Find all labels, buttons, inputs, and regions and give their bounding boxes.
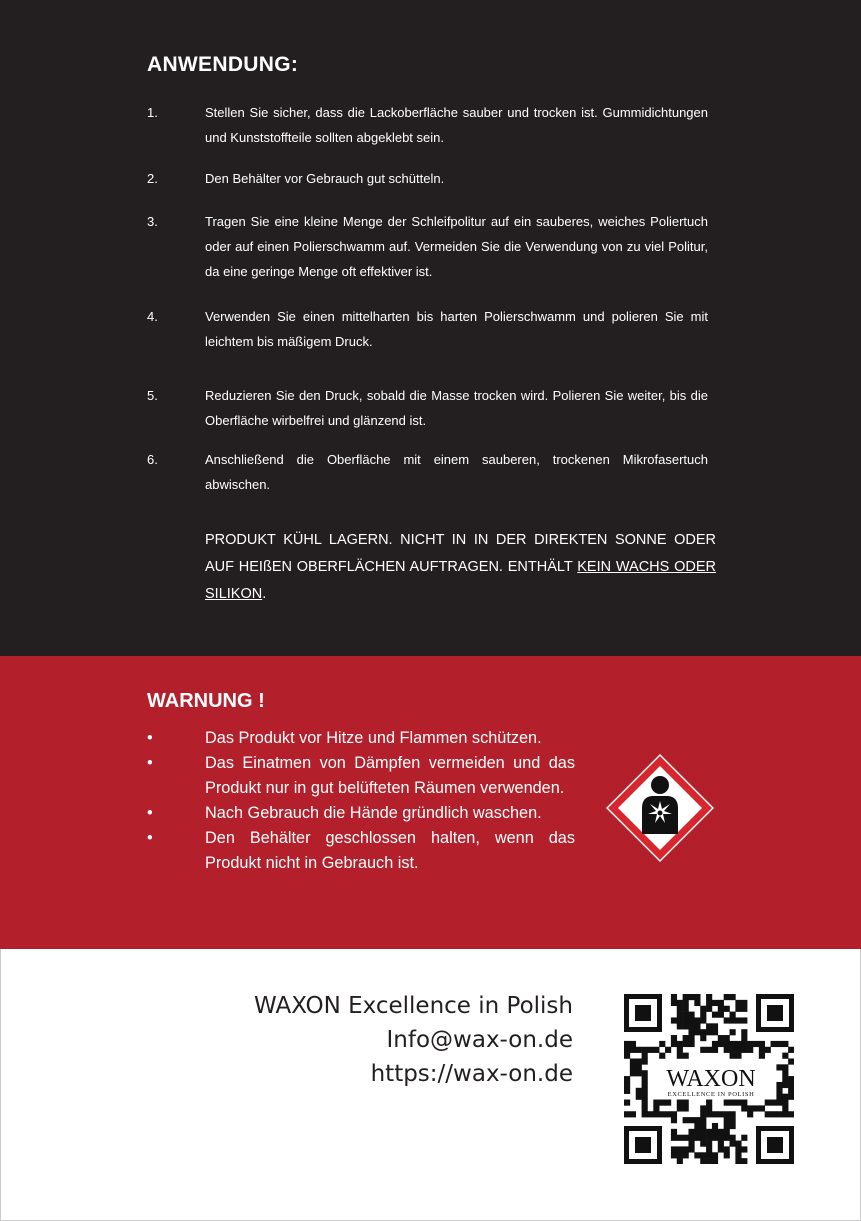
qr-module bbox=[642, 1111, 648, 1117]
qr-module bbox=[624, 1088, 630, 1094]
qr-module bbox=[677, 1158, 683, 1164]
qr-module bbox=[700, 1047, 706, 1053]
qr-module bbox=[677, 1146, 683, 1152]
qr-module bbox=[788, 1082, 794, 1088]
qr-module bbox=[624, 1076, 630, 1082]
qr-module bbox=[735, 1053, 741, 1059]
qr-module bbox=[700, 1117, 706, 1123]
qr-module bbox=[718, 1012, 724, 1018]
qr-module bbox=[683, 1135, 689, 1141]
qr-module bbox=[712, 1029, 718, 1035]
qr-module bbox=[712, 1129, 718, 1135]
qr-module bbox=[642, 1047, 648, 1053]
qr-module bbox=[683, 1053, 689, 1059]
warning-item bbox=[147, 801, 575, 826]
qr-module bbox=[677, 1006, 683, 1012]
qr-module bbox=[735, 1100, 741, 1106]
qr-module bbox=[776, 1088, 782, 1094]
qr-module bbox=[759, 1053, 765, 1059]
qr-module bbox=[759, 1041, 765, 1047]
qr-module bbox=[688, 1023, 694, 1029]
qr-module bbox=[677, 1017, 683, 1023]
step-text: Verwenden Sie einen mittelharten bis harten Polierschwamm und polieren Sie mit leichtem bis mäßigem Druck. bbox=[205, 309, 708, 349]
qr-module bbox=[724, 1035, 730, 1041]
qr-module bbox=[718, 1035, 724, 1041]
qr-module bbox=[683, 1117, 689, 1123]
qr-module bbox=[735, 1017, 741, 1023]
qr-module bbox=[718, 1000, 724, 1006]
qr-module bbox=[688, 1135, 694, 1141]
qr-module bbox=[741, 1041, 747, 1047]
warning-item bbox=[147, 751, 575, 801]
qr-module bbox=[624, 1047, 630, 1053]
qr-module bbox=[718, 1135, 724, 1141]
step-number: 5. bbox=[147, 388, 158, 403]
qr-module bbox=[636, 1094, 642, 1100]
qr-module bbox=[735, 1047, 741, 1053]
qr-module bbox=[671, 1117, 677, 1123]
qr-module bbox=[700, 1111, 706, 1117]
qr-module bbox=[776, 1111, 782, 1117]
qr-module bbox=[642, 1058, 648, 1064]
qr-module bbox=[788, 1076, 794, 1082]
qr-module bbox=[700, 1017, 706, 1023]
qr-module bbox=[671, 1000, 677, 1006]
qr-code[interactable] bbox=[624, 994, 794, 1164]
usage-step bbox=[147, 447, 708, 497]
qr-module bbox=[677, 1105, 683, 1111]
qr-module bbox=[642, 1094, 648, 1100]
qr-module bbox=[712, 1123, 718, 1129]
warning-list bbox=[147, 726, 575, 876]
company-name: WAXON Excellence in Polish bbox=[253, 993, 573, 1019]
qr-module bbox=[624, 1082, 630, 1088]
qr-module bbox=[765, 1047, 771, 1053]
qr-module bbox=[782, 1111, 788, 1117]
qr-module bbox=[671, 1146, 677, 1152]
qr-module bbox=[700, 1123, 706, 1129]
qr-module bbox=[712, 1041, 718, 1047]
qr-module bbox=[700, 1158, 706, 1164]
warning-item bbox=[147, 726, 575, 751]
qr-module bbox=[677, 1152, 683, 1158]
qr-module bbox=[712, 1047, 718, 1053]
qr-logo-subtitle: EXCELLENCE IN POLISH bbox=[667, 1091, 755, 1098]
qr-module bbox=[741, 1047, 747, 1053]
qr-module bbox=[782, 1041, 788, 1047]
qr-module bbox=[636, 1088, 642, 1094]
usage-step bbox=[147, 166, 708, 191]
step-number: 2. bbox=[147, 171, 158, 186]
qr-module bbox=[730, 994, 736, 1000]
qr-module bbox=[694, 1000, 700, 1006]
qr-module bbox=[677, 1041, 683, 1047]
qr-module bbox=[624, 1041, 630, 1047]
qr-module bbox=[642, 1100, 648, 1106]
qr-module bbox=[782, 1070, 788, 1076]
qr-module bbox=[642, 1070, 648, 1076]
qr-module bbox=[741, 1158, 747, 1164]
contact-block bbox=[254, 989, 573, 1091]
qr-module bbox=[665, 1100, 671, 1106]
warning-item bbox=[147, 826, 575, 876]
qr-module bbox=[724, 1111, 730, 1117]
qr-module bbox=[700, 1035, 706, 1041]
qr-module bbox=[694, 1029, 700, 1035]
qr-module bbox=[735, 1158, 741, 1164]
storage-notice bbox=[205, 527, 716, 608]
qr-module bbox=[630, 1070, 636, 1076]
qr-module bbox=[706, 1000, 712, 1006]
qr-module bbox=[706, 1146, 712, 1152]
qr-module bbox=[724, 1123, 730, 1129]
qr-module bbox=[624, 1111, 630, 1117]
qr-module bbox=[741, 1035, 747, 1041]
qr-module bbox=[688, 1041, 694, 1047]
qr-module bbox=[694, 1135, 700, 1141]
qr-module bbox=[636, 1070, 642, 1076]
qr-module bbox=[671, 1041, 677, 1047]
qr-module bbox=[747, 1041, 753, 1047]
qr-module bbox=[671, 994, 677, 1000]
qr-module bbox=[677, 1000, 683, 1006]
qr-module bbox=[694, 1023, 700, 1029]
bullet-icon: • bbox=[147, 754, 153, 772]
warning-section bbox=[0, 656, 861, 949]
step-text: Den Behälter vor Gebrauch gut schütteln. bbox=[205, 171, 445, 186]
warning-item-text: Den Behälter geschlossen halten, wenn das Produkt nicht in Gebrauch ist. bbox=[205, 829, 575, 872]
qr-module bbox=[718, 1111, 724, 1117]
qr-module bbox=[630, 1041, 636, 1047]
qr-module bbox=[735, 1006, 741, 1012]
qr-module bbox=[624, 1100, 630, 1106]
qr-module bbox=[753, 1105, 759, 1111]
qr-module bbox=[642, 1076, 648, 1082]
qr-module bbox=[706, 1141, 712, 1147]
qr-module bbox=[706, 1029, 712, 1035]
qr-module bbox=[688, 1117, 694, 1123]
bullet-icon: • bbox=[147, 829, 153, 847]
qr-module bbox=[724, 1152, 730, 1158]
qr-module bbox=[788, 1047, 794, 1053]
qr-module bbox=[782, 1064, 788, 1070]
qr-module bbox=[677, 1100, 683, 1106]
qr-module bbox=[771, 1100, 777, 1106]
website-link[interactable]: https://wax-on.de bbox=[370, 1061, 573, 1087]
qr-module bbox=[630, 1111, 636, 1117]
qr-module bbox=[741, 1029, 747, 1035]
qr-module bbox=[759, 1047, 765, 1053]
qr-module bbox=[630, 1058, 636, 1064]
qr-module bbox=[776, 1082, 782, 1088]
step-number: 3. bbox=[147, 214, 158, 229]
qr-module bbox=[718, 1146, 724, 1152]
qr-module bbox=[706, 1129, 712, 1135]
qr-module bbox=[683, 1006, 689, 1012]
qr-module bbox=[671, 1152, 677, 1158]
qr-module bbox=[730, 1047, 736, 1053]
email-link[interactable]: Info@wax-on.de bbox=[386, 1027, 573, 1053]
storage-notice-end: . bbox=[262, 586, 267, 602]
qr-module bbox=[694, 1017, 700, 1023]
step-number: 1. bbox=[147, 105, 158, 120]
health-hazard-icon bbox=[604, 752, 716, 864]
qr-module bbox=[677, 1023, 683, 1029]
qr-module bbox=[730, 1012, 736, 1018]
qr-module bbox=[642, 1105, 648, 1111]
qr-module bbox=[700, 1012, 706, 1018]
qr-module bbox=[642, 1082, 648, 1088]
qr-module bbox=[694, 1117, 700, 1123]
qr-module bbox=[776, 1064, 782, 1070]
qr-module bbox=[747, 1105, 753, 1111]
qr-module bbox=[706, 1047, 712, 1053]
qr-module bbox=[659, 1100, 665, 1106]
qr-module bbox=[700, 1141, 706, 1147]
usage-step bbox=[147, 304, 708, 354]
contact-section bbox=[0, 949, 861, 1221]
qr-module bbox=[642, 1053, 648, 1059]
qr-module bbox=[712, 1135, 718, 1141]
qr-module bbox=[647, 1047, 653, 1053]
qr-module bbox=[706, 1152, 712, 1158]
step-text: Reduzieren Sie den Druck, sobald die Masse trocken wird. Polieren Sie weiter, bis die Oberfläche wirbelfrei und glänzend ist. bbox=[205, 388, 708, 428]
qr-module bbox=[683, 1146, 689, 1152]
qr-module bbox=[712, 1000, 718, 1006]
qr-module bbox=[724, 1146, 730, 1152]
usage-step bbox=[147, 383, 708, 433]
qr-module bbox=[683, 1012, 689, 1018]
qr-module bbox=[747, 1047, 753, 1053]
qr-module bbox=[735, 1141, 741, 1147]
step-text: Tragen Sie eine kleine Menge der Schleifpolitur auf ein sauberes, weiches Poliertuch oder auf einen Polierschwamm auf. Vermeiden Sie die Verwendung von zu viel Politur, da eine geringe Menge oft effektiver ist. bbox=[205, 214, 708, 279]
qr-module bbox=[718, 1129, 724, 1135]
qr-module bbox=[718, 1141, 724, 1147]
qr-module bbox=[700, 1129, 706, 1135]
step-number: 4. bbox=[147, 309, 158, 324]
qr-module bbox=[688, 1029, 694, 1035]
qr-module bbox=[782, 1100, 788, 1106]
qr-module bbox=[730, 1017, 736, 1023]
qr-module bbox=[659, 1111, 665, 1117]
qr-module bbox=[765, 1111, 771, 1117]
qr-module bbox=[671, 1135, 677, 1141]
qr-module bbox=[718, 1006, 724, 1012]
usage-title: ANWENDUNG: bbox=[147, 53, 299, 76]
qr-module bbox=[706, 1100, 712, 1106]
qr-module bbox=[700, 1152, 706, 1158]
qr-module bbox=[782, 1105, 788, 1111]
qr-module bbox=[724, 1017, 730, 1023]
qr-module bbox=[712, 1158, 718, 1164]
qr-module bbox=[724, 1117, 730, 1123]
qr-module bbox=[688, 1146, 694, 1152]
storage-notice-text: PRODUKT KÜHL LAGERN. NICHT IN IN DER DIREKTEN SONNE ODER AUF HEIßEN OBERFLÄCHEN AUFTRAGEN. ENTHÄLT bbox=[205, 532, 716, 575]
qr-module bbox=[788, 1088, 794, 1094]
qr-module bbox=[724, 1135, 730, 1141]
qr-module bbox=[659, 1041, 665, 1047]
qr-module bbox=[718, 1041, 724, 1047]
qr-module bbox=[712, 1111, 718, 1117]
usage-step bbox=[147, 209, 708, 284]
qr-module bbox=[624, 1053, 630, 1059]
qr-module bbox=[782, 1094, 788, 1100]
qr-module bbox=[636, 1064, 642, 1070]
warning-item-text: Das Einatmen von Dämpfen vermeiden und das Produkt nur in gut belüfteten Räumen verwenden. bbox=[205, 754, 575, 797]
qr-module bbox=[706, 994, 712, 1000]
qr-module bbox=[771, 1111, 777, 1117]
qr-module bbox=[653, 1105, 659, 1111]
qr-module bbox=[677, 1135, 683, 1141]
qr-module bbox=[788, 1058, 794, 1064]
qr-module bbox=[735, 1000, 741, 1006]
qr-module bbox=[730, 1111, 736, 1117]
qr-module bbox=[741, 1135, 747, 1141]
qr-module bbox=[712, 1023, 718, 1029]
qr-module bbox=[706, 1111, 712, 1117]
qr-module bbox=[653, 1100, 659, 1106]
warning-item-text: Das Produkt vor Hitze und Flammen schützen. bbox=[205, 729, 542, 747]
qr-module bbox=[653, 1111, 659, 1117]
qr-module bbox=[688, 1017, 694, 1023]
qr-module bbox=[677, 1047, 683, 1053]
bullet-icon: • bbox=[147, 729, 153, 747]
qr-module bbox=[688, 994, 694, 1000]
warning-item-text: Nach Gebrauch die Hände gründlich waschen. bbox=[205, 804, 542, 822]
qr-module bbox=[735, 1041, 741, 1047]
qr-module bbox=[671, 1017, 677, 1023]
qr-module bbox=[706, 1006, 712, 1012]
step-text: Anschließend die Oberfläche mit einem sauberen, trockenen Mikrofasertuch abwischen. bbox=[205, 452, 708, 492]
qr-module bbox=[700, 1135, 706, 1141]
qr-module bbox=[688, 1035, 694, 1041]
qr-module bbox=[741, 1006, 747, 1012]
qr-module bbox=[688, 1129, 694, 1135]
qr-module bbox=[694, 1123, 700, 1129]
qr-module bbox=[724, 1006, 730, 1012]
qr-module bbox=[677, 1053, 683, 1059]
qr-module bbox=[730, 1141, 736, 1147]
qr-module bbox=[671, 1111, 677, 1117]
qr-module bbox=[653, 1047, 659, 1053]
qr-module bbox=[776, 1041, 782, 1047]
qr-module bbox=[706, 1158, 712, 1164]
qr-module bbox=[694, 994, 700, 1000]
qr-module bbox=[741, 1000, 747, 1006]
qr-module bbox=[683, 1023, 689, 1029]
qr-module bbox=[706, 1135, 712, 1141]
qr-module bbox=[741, 1017, 747, 1023]
qr-module bbox=[683, 1041, 689, 1047]
qr-module bbox=[683, 1035, 689, 1041]
qr-module bbox=[788, 1094, 794, 1100]
qr-module bbox=[782, 1082, 788, 1088]
qr-module bbox=[694, 1129, 700, 1135]
usage-step bbox=[147, 100, 708, 150]
qr-module bbox=[688, 1012, 694, 1018]
step-number: 6. bbox=[147, 452, 158, 467]
qr-module bbox=[782, 1053, 788, 1059]
qr-module bbox=[712, 1152, 718, 1158]
step-text: Stellen Sie sicher, dass die Lackoberfläche sauber und trocken ist. Gummidichtungen und Kunststoffteile sollten abgeklebt sein. bbox=[205, 105, 708, 145]
qr-module bbox=[730, 1135, 736, 1141]
qr-module bbox=[683, 1017, 689, 1023]
qr-module bbox=[782, 1076, 788, 1082]
qr-module bbox=[683, 994, 689, 1000]
qr-module bbox=[724, 1100, 730, 1106]
qr-module bbox=[753, 1041, 759, 1047]
bullet-icon: • bbox=[147, 804, 153, 822]
warning-title: WARNUNG ! bbox=[147, 690, 265, 712]
qr-module bbox=[712, 1012, 718, 1018]
qr-module bbox=[724, 994, 730, 1000]
qr-module bbox=[735, 1146, 741, 1152]
qr-module bbox=[730, 1029, 736, 1035]
qr-module bbox=[730, 1100, 736, 1106]
qr-module bbox=[741, 1146, 747, 1152]
qr-module bbox=[636, 1058, 642, 1064]
qr-module bbox=[776, 1094, 782, 1100]
qr-module bbox=[665, 1047, 671, 1053]
storage-notice-underlined: KEIN WACHS ODER SILIKON bbox=[205, 559, 716, 602]
qr-module bbox=[700, 1006, 706, 1012]
qr-module bbox=[706, 1105, 712, 1111]
qr-module bbox=[683, 1100, 689, 1106]
qr-module bbox=[683, 1152, 689, 1158]
qr-module bbox=[665, 1111, 671, 1117]
qr-module bbox=[636, 1047, 642, 1053]
qr-module bbox=[724, 1041, 730, 1047]
qr-module bbox=[788, 1111, 794, 1117]
qr-module bbox=[630, 1047, 636, 1053]
qr-module bbox=[765, 1100, 771, 1106]
qr-module bbox=[776, 1100, 782, 1106]
qr-module bbox=[735, 1152, 741, 1158]
qr-module bbox=[730, 1117, 736, 1123]
qr-module bbox=[688, 1141, 694, 1147]
qr-module bbox=[741, 1105, 747, 1111]
qr-module bbox=[671, 1129, 677, 1135]
qr-module bbox=[730, 1053, 736, 1059]
qr-module bbox=[700, 1029, 706, 1035]
qr-module bbox=[659, 1053, 665, 1059]
qr-module bbox=[683, 1000, 689, 1006]
qr-module bbox=[647, 1111, 653, 1117]
qr-module bbox=[771, 1041, 777, 1047]
qr-module bbox=[730, 1123, 736, 1129]
qr-module bbox=[700, 1105, 706, 1111]
qr-logo-title: WAXON bbox=[666, 1066, 756, 1092]
qr-module bbox=[706, 1023, 712, 1029]
qr-module bbox=[642, 1088, 648, 1094]
qr-module bbox=[694, 1152, 700, 1158]
qr-module bbox=[724, 1129, 730, 1135]
qr-module bbox=[730, 1041, 736, 1047]
qr-module bbox=[630, 1064, 636, 1070]
qr-module bbox=[747, 1111, 753, 1117]
qr-module bbox=[724, 1047, 730, 1053]
qr-module bbox=[759, 1105, 765, 1111]
qr-module bbox=[683, 1105, 689, 1111]
qr-module bbox=[671, 1035, 677, 1041]
qr-module bbox=[677, 1012, 683, 1018]
qr-module bbox=[741, 1100, 747, 1106]
